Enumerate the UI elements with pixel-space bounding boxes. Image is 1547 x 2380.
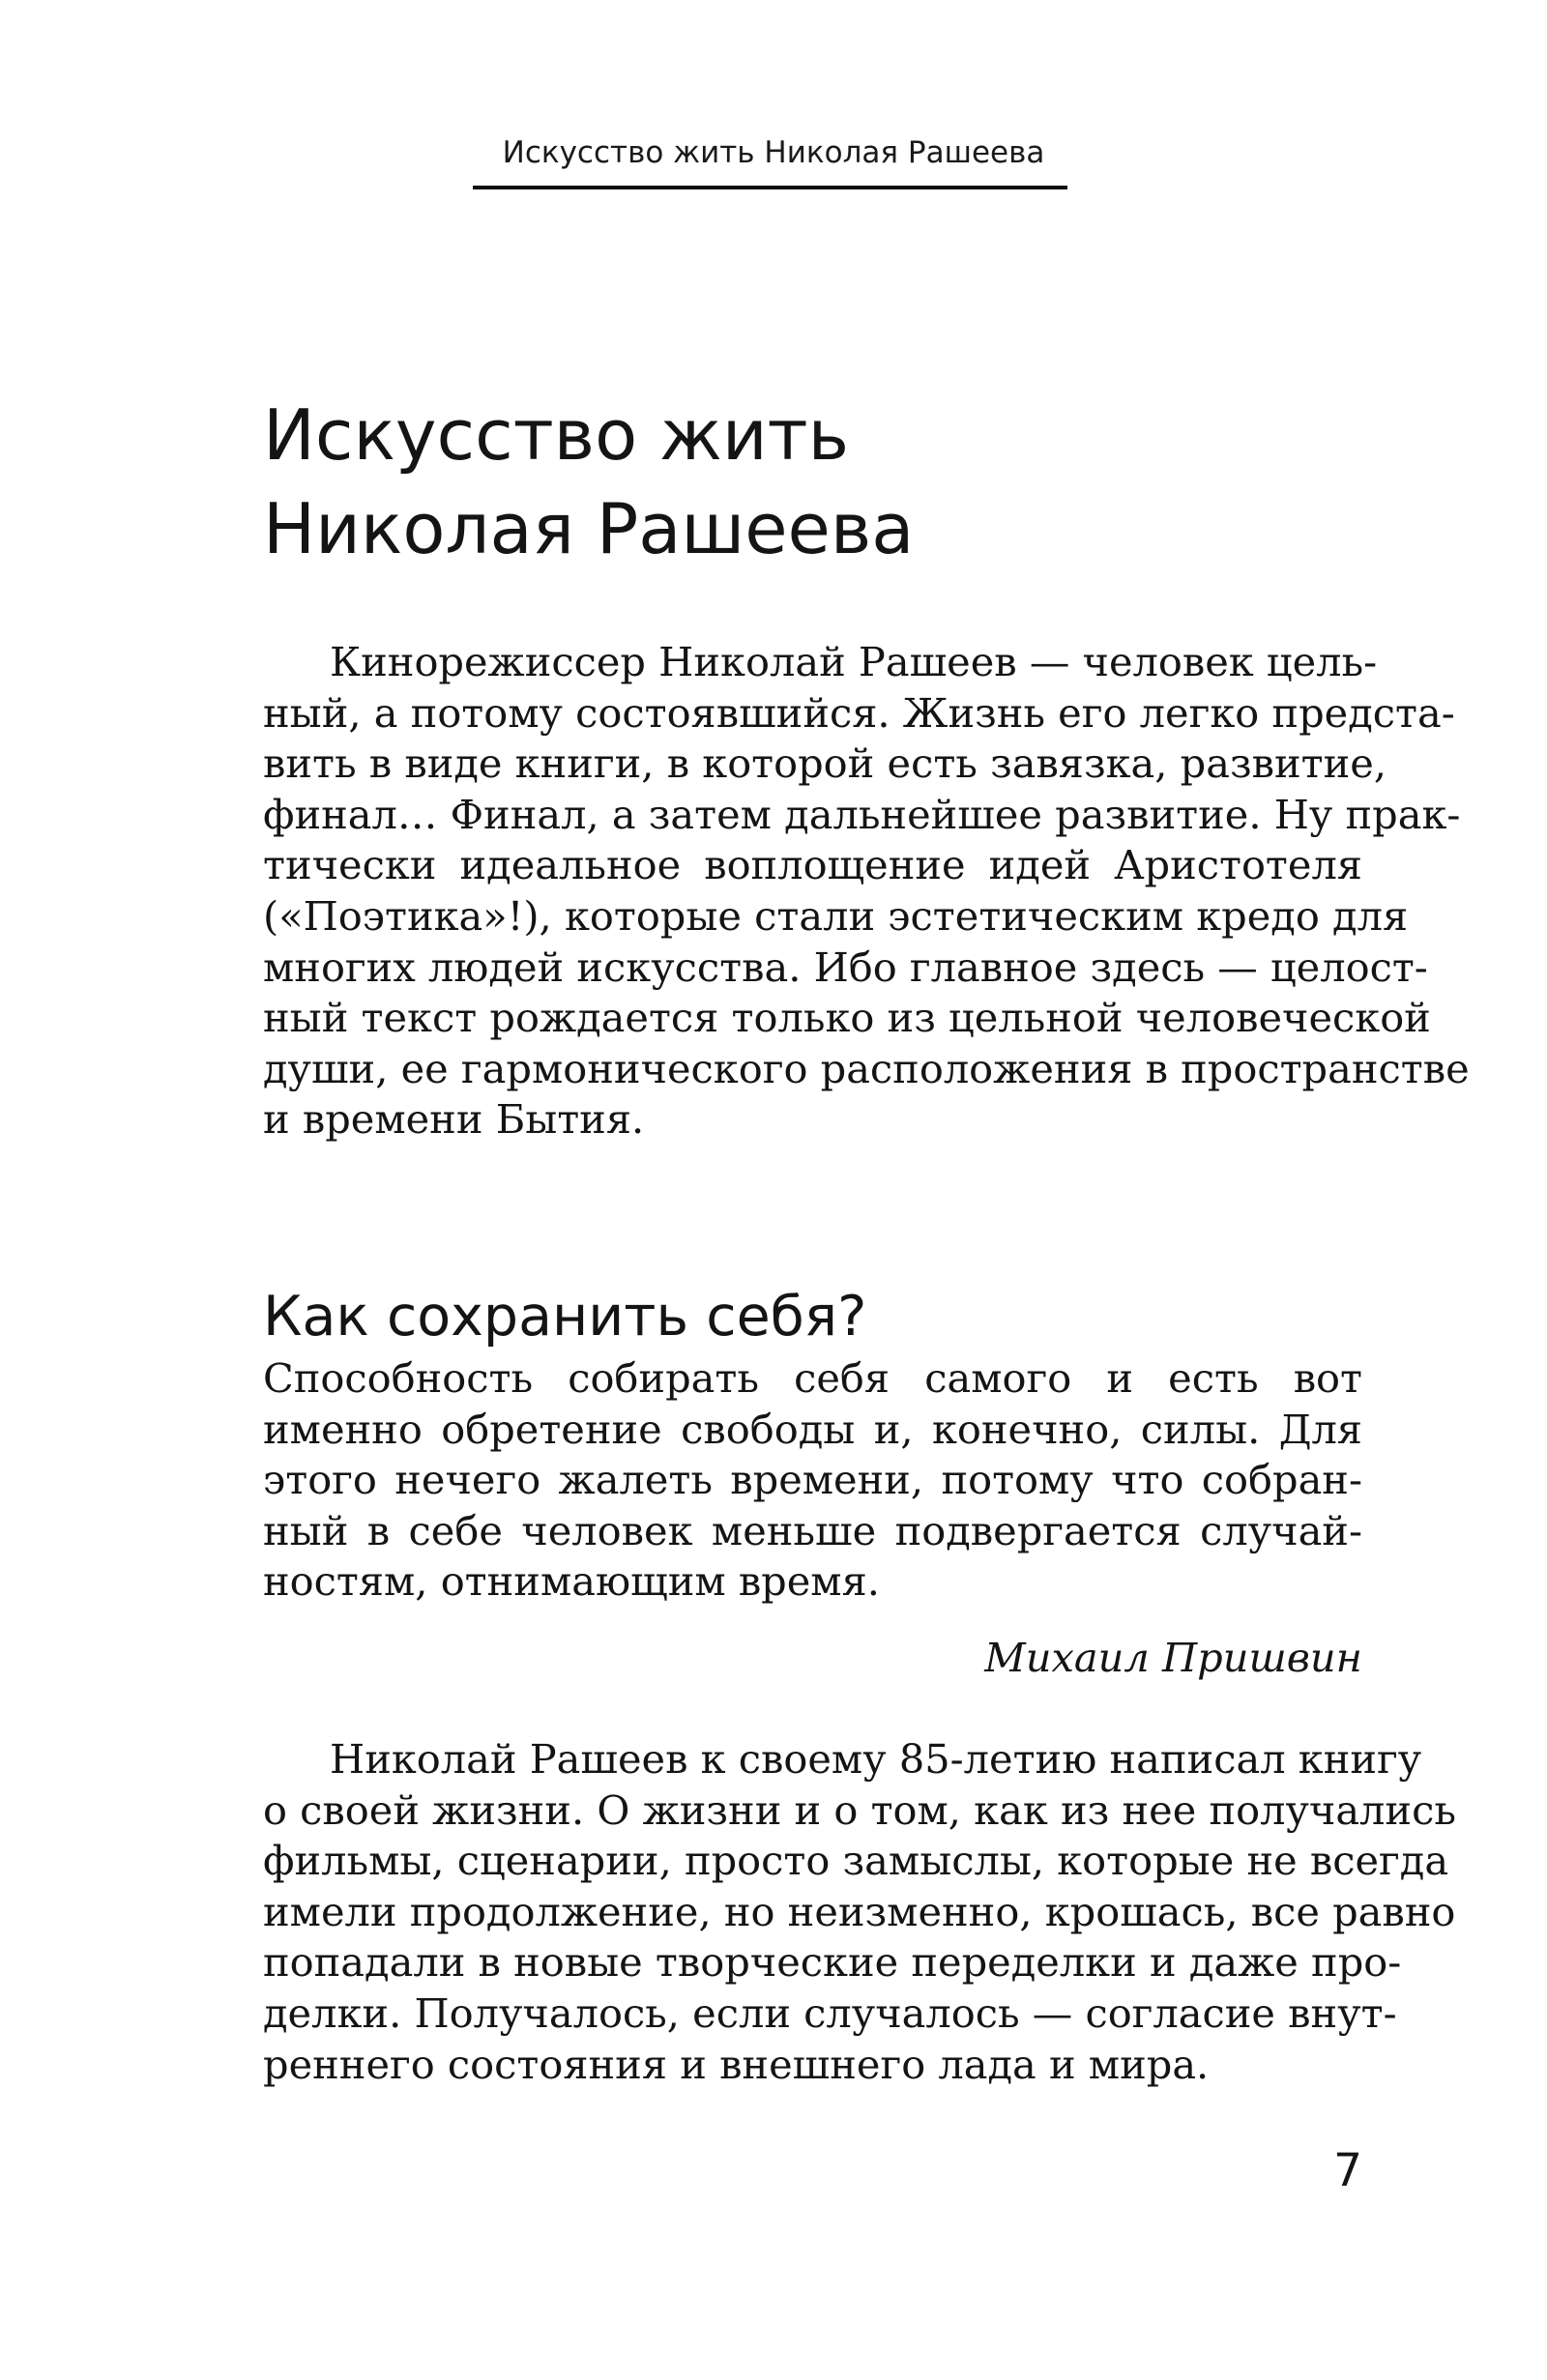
chapter-title-line-2: Николая Рашеева bbox=[263, 488, 915, 569]
epigraph-quote bbox=[263, 1353, 1362, 1608]
running-head: Искусство жить Николая Рашеева bbox=[502, 135, 1045, 170]
page-number: 7 bbox=[1333, 2144, 1362, 2197]
section-heading: Как сохранить себя? bbox=[263, 1285, 867, 1349]
quote-line: именно обретение свободы и, конечно, силы. Для bbox=[263, 1405, 1362, 1453]
text-line: о своей жизни. О жизни и о том, как из нее получались bbox=[263, 1785, 1456, 1834]
text-line: Николай Рашеев к своему 85-летию написал книгу bbox=[330, 1735, 1422, 1783]
text-line: многих людей искусства. Ибо главное здесь — целост- bbox=[263, 943, 1428, 991]
quote-line: Способность собирать себя самого и есть вот bbox=[263, 1354, 1362, 1402]
second-paragraph bbox=[263, 1734, 1456, 2090]
text-line: вить в виде книги, в которой есть завязка, развитие, bbox=[263, 740, 1387, 788]
text-line: ный, а потому состоявшийся. Жизнь его легко предста- bbox=[263, 688, 1455, 737]
text-line: реннего состояния и внешнего лада и мира. bbox=[263, 2040, 1210, 2088]
chapter-title-line-1: Искусство жить bbox=[263, 394, 850, 476]
text-line: фильмы, сценарии, просто замыслы, которые не всегда bbox=[263, 1837, 1449, 1885]
quote-line: ный в себе человек меньше подвергается случай- bbox=[263, 1506, 1362, 1554]
text-line: души, ее гармонического расположения в пространстве bbox=[263, 1044, 1470, 1092]
text-line: делки. Получалось, если случалось — согласие внут- bbox=[263, 1988, 1397, 2037]
quote-attribution: Михаил Пришвин bbox=[984, 1634, 1362, 1681]
text-line: ный текст рождается только из цельной человеческой bbox=[263, 994, 1431, 1042]
text-line: Кинорежиссер Николай Рашеев — человек цель- bbox=[330, 638, 1378, 685]
quote-line: этого нечего жалеть времени, потому что собран- bbox=[263, 1456, 1362, 1504]
text-line: тически идеальное воплощение идей Аристотеля bbox=[263, 841, 1362, 889]
quote-line: ностям, отнимающим время. bbox=[263, 1557, 880, 1606]
running-head-rule bbox=[473, 186, 1067, 189]
text-line: имели продолжение, но неизменно, крошась, все равно bbox=[263, 1887, 1456, 1935]
chapter-title bbox=[263, 389, 914, 576]
intro-paragraph bbox=[263, 637, 1470, 1146]
text-line: и времени Бытия. bbox=[263, 1095, 645, 1144]
text-line: («Поэтика»!), которые стали эстетическим кредо для bbox=[263, 891, 1409, 940]
text-line: финал… Финал, а затем дальнейшее развитие. Ну прак- bbox=[263, 790, 1461, 838]
text-line: попадали в новые творческие переделки и даже про- bbox=[263, 1938, 1402, 1987]
